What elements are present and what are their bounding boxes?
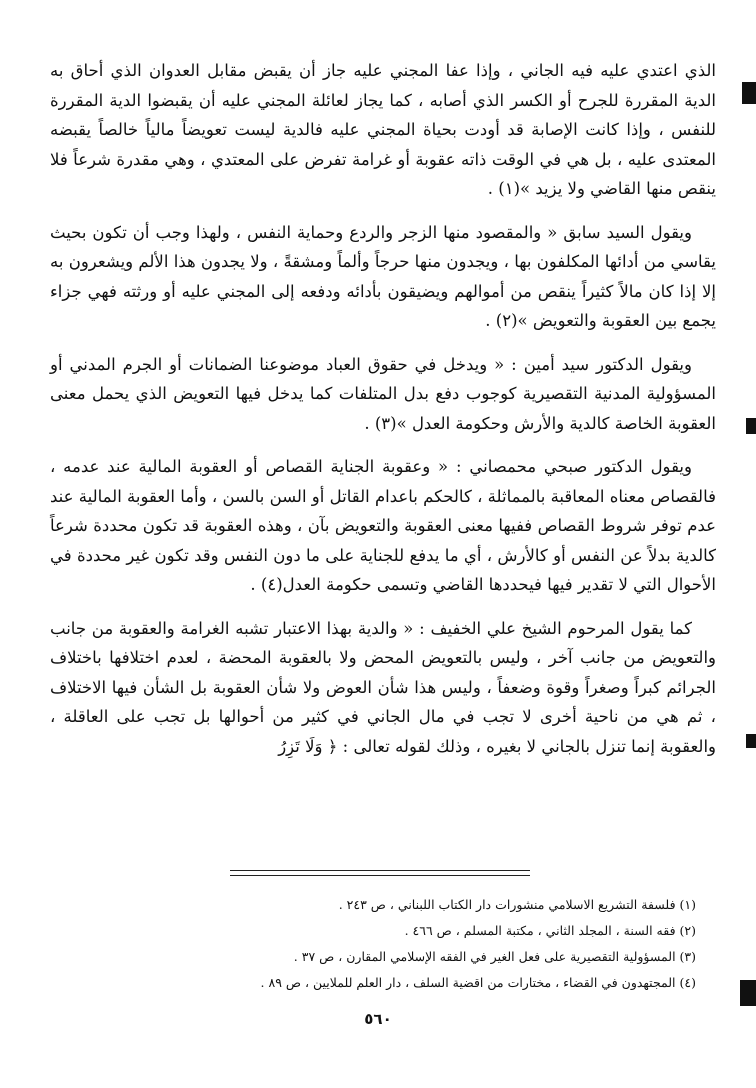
scan-edge-mark [746, 734, 756, 748]
scan-edge [734, 0, 756, 1088]
scan-edge-mark [742, 82, 756, 104]
scan-edge-mark [746, 418, 756, 434]
footnote: (١) فلسفة التشريع الاسلامي منشورات دار الكتاب اللبناني ، ص ٢٤٣ . [338, 897, 696, 912]
footnote-separator [230, 870, 530, 876]
page-number: ٥٦٠ [364, 1010, 392, 1028]
paragraph: ويقول السيد سابق « والمقصود منها الزجر والردع وحماية النفس ، ولهذا وجب أن تكون بحيث يقاسي من أدائها المكلفون بها ، ويجدون منها حرجاً وألماً ومشقةً ، ولا يجدون هذا الألم ويشعرون به إلا إذا كان مالاً كثيراً ينقص من أموالهم ويضيقون بأدائه ودفعه إلى المجني عليه أو ورثته فهي جزاء يجمع بين العقوبة والتعويض »(٢) . [50, 222, 716, 330]
paragraph: ويقول الدكتور سيد أمين : « ويدخل في حقوق العباد موضوعنا الضمانات أو الجرم المدني أو المسؤولية المدنية التقصيرية كوجوب دفع بدل المتلفات كما يدخل فيها التعويض الذي يحمل معنى العقوبة الخاصة كالدية والأرش وحكومة العدل »(٣) . [50, 354, 716, 433]
footnotes [60, 892, 696, 996]
paragraph: ويقول الدكتور صبحي محمصاني : « وعقوبة الجناية القصاص أو العقوبة المالية عند عدمه ، فالقصاص معناه المعاقبة بالمماثلة ، كالحكم باعدام القاتل أو السن بالسن ، وأما العقوبة المالية عند عدم توفر شروط القصاص ففيها معنى العقوبة والتعويض بآن ، وهذه العقوبة قد تكون محددة شرعاً كالدية بدلاً عن النفس أو كالأرش ، أي ما يدفع للجناية على ما دون النفس وقد تكون غير محددة في الأحوال التي لا تقدير فيها فيحددها القاضي وتسمى حكومة العدل(٤) . [50, 457, 716, 594]
paragraph: الذي اعتدي عليه فيه الجاني ، وإذا عفا المجني عليه جاز أن يقبض مقابل العدوان الذي أحاق به الدية المقررة للجرح أو الكسر الذي أصابه ، كما يجاز لعائلة المجني عليه أن يقبضوا الدية المقررة للنفس ، وإذا كانت الإصابة قد أودت بحياة المجني عليه فالدية ليست تعويضاً مالياً خالصاً يقبضه المعتدى عليه ، بل هي في الوقت ذاته عقوبة أو غرامة تفرض على المعتدي ، وهي مقدرة شرعاً فلا ينقص منها القاضي ولا يزيد »(١) . [50, 61, 716, 198]
footnote: (٣) المسؤولية التقصيرية على فعل الغير في الفقه الإسلامي المقارن ، ص ٣٧ . [293, 949, 696, 964]
footnote: (٢) فقه السنة ، المجلد الثاني ، مكتبة المسلم ، ص ٤٦٦ . [404, 923, 696, 938]
body-text [50, 56, 716, 761]
paragraph: كما يقول المرحوم الشيخ علي الخفيف : « والدية بهذا الاعتبار تشبه الغرامة والعقوبة من جانب والتعويض من جانب آخر ، وليس بالتعويض المحض ولا بالعقوبة المحضة ، لعدم اختلافها باختلاف الجرائم كبراً وصغراً وقوة وضعفاً ، وليس هذا شأن العوض ولا شأن العقوبة بل الشأن فيها الاختلاف ، ثم هي من ناحية أخرى لا تجب في مال الجاني في كثير من أحوالها بل تجب على العاقلة ، والعقوبة إنما تنزل بالجاني لا بغيره ، وذلك لقوله تعالى : ﴿ وَلَا تَزِرُ [50, 618, 716, 756]
scan-edge-mark [740, 980, 756, 1006]
footnote: (٤) المجتهدون في القضاء ، مختارات من اقضية السلف ، دار العلم للملايين ، ص ٨٩ . [260, 975, 696, 990]
